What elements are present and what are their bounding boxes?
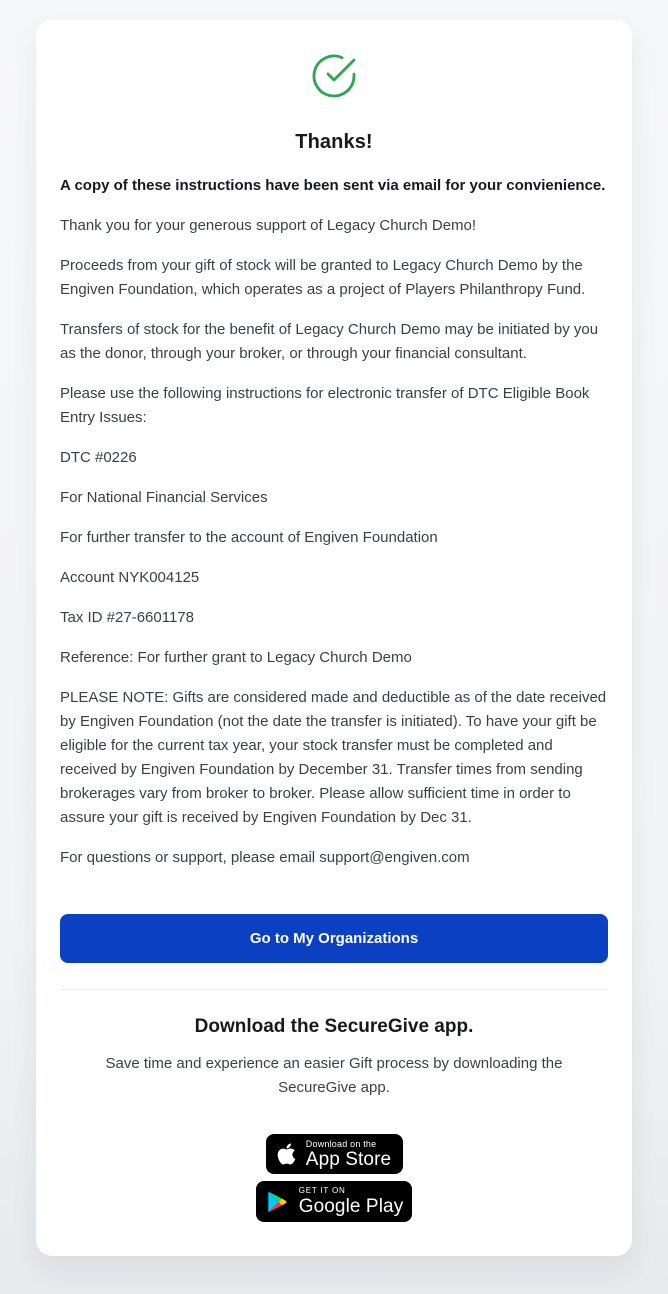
paragraph-please-note: PLEASE NOTE: Gifts are considered made and deductible as of the date received by Engiven Foundation (not the date the transfer is initiated). To have your gift be eligible for the current tax year, your stock transfer must be completed and received by Engiven Foundation by December 31. Transfer times from sending brokerages vary from broker to broker. Please allow sufficient time in order to assure your gift is received by Engiven Foundation by Dec 31. — [60, 689, 607, 826]
page-title: Thanks! — [295, 131, 373, 153]
paragraph-dtc-number: DTC #0226 — [60, 449, 137, 466]
google-play-icon — [265, 1189, 289, 1215]
app-badges — [60, 1134, 608, 1222]
google-play-badge[interactable] — [256, 1181, 412, 1222]
confirmation-card — [36, 20, 632, 1256]
app-store-badge-top-label: Download on the — [305, 1138, 377, 1149]
paragraph-thank-you: Thank you for your generous support of Legacy Church Demo! — [60, 217, 477, 234]
google-play-badge-bottom-label: Google Play — [298, 1196, 404, 1217]
paragraph-further-transfer: For further transfer to the account of Engiven Foundation — [60, 529, 438, 546]
google-play-badge-top-label: GET IT ON — [298, 1186, 346, 1195]
paragraph-proceeds: Proceeds from your gift of stock will be granted to Legacy Church Demo by the Engiven Foundation, which operates as a project of Players Philanthropy Fund. — [60, 257, 586, 298]
paragraph-support-email: For questions or support, please email support@engiven.com — [60, 849, 470, 866]
paragraph-reference: Reference: For further grant to Legacy Church Demo — [60, 649, 412, 666]
apple-icon — [277, 1142, 296, 1166]
paragraph-instructions-intro: Please use the following instructions for electronic transfer of DTC Eligible Book Entry Issues: — [60, 385, 590, 426]
download-app-heading: Download the SecureGive app. — [194, 1016, 474, 1037]
success-icon-container — [60, 50, 608, 105]
paragraph-tax-id: Tax ID #27-6601178 — [60, 609, 194, 626]
app-store-badge-bottom-label: App Store — [305, 1148, 392, 1170]
divider — [60, 989, 608, 990]
check-circle-icon — [310, 52, 358, 105]
email-copy-note: A copy of these instructions have been sent via email for your convienience. — [60, 177, 606, 194]
paragraph-transfers: Transfers of stock for the benefit of Legacy Church Demo may be initiated by you as the donor, through your broker, or through your financial consultant. — [60, 321, 599, 362]
download-app-subtext: Save time and experience an easier Gift process by downloading the SecureGive app. — [105, 1055, 563, 1096]
paragraph-financial-services: For National Financial Services — [60, 489, 268, 506]
paragraph-account-number: Account NYK004125 — [60, 569, 200, 586]
go-to-my-organizations-button[interactable]: Go to My Organizations — [60, 914, 608, 963]
app-store-badge[interactable] — [266, 1134, 403, 1174]
instructions-body — [60, 214, 608, 870]
